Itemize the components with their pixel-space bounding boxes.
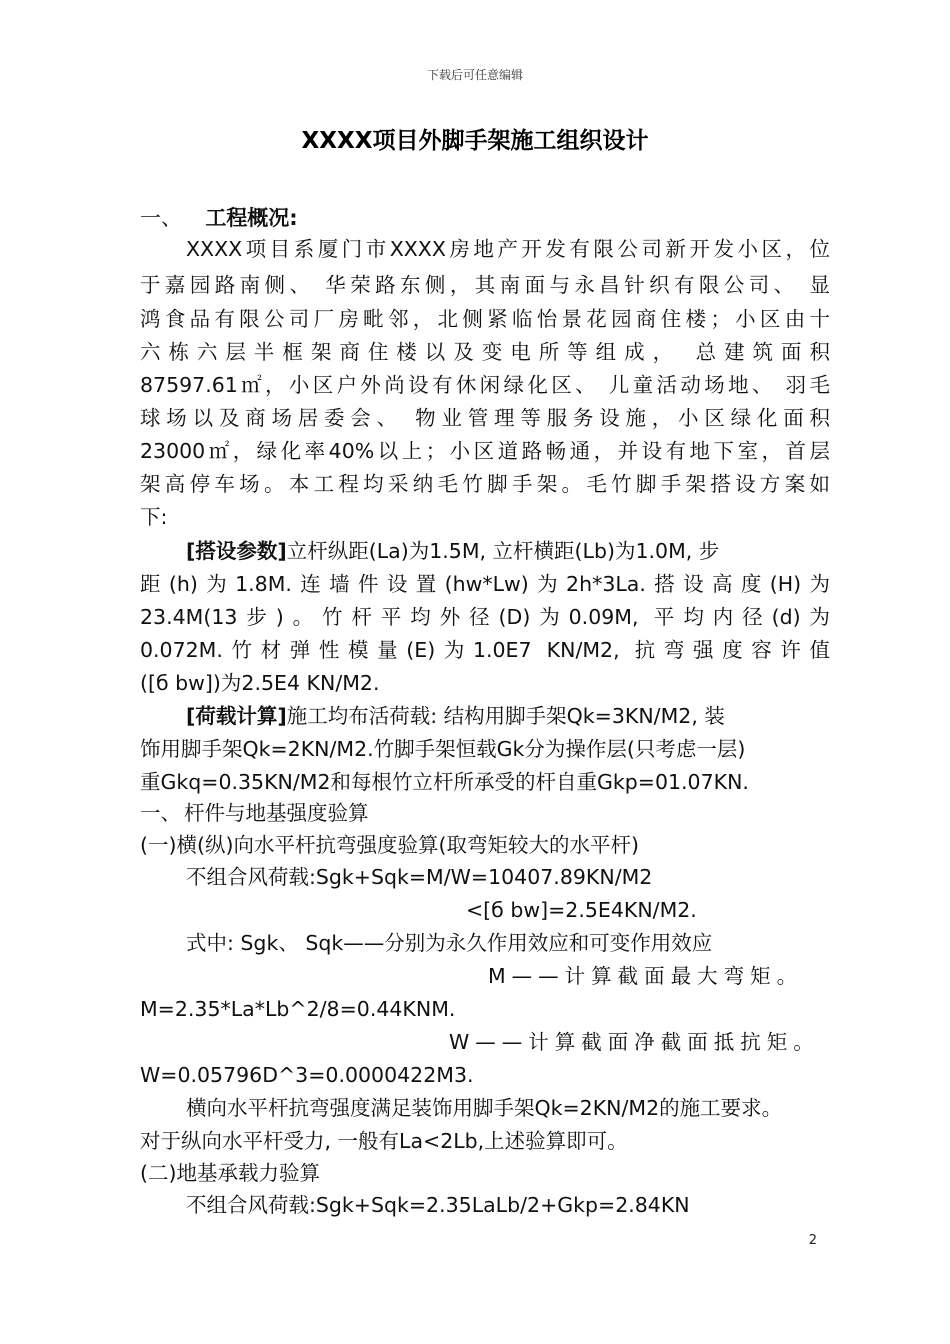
page-number: 2 <box>808 1233 817 1248</box>
paragraph-line: 23.4M(13步)。竹杆平均外径(D)为0.09M, 平均内径(d)为 <box>140 605 830 629</box>
definition-line: W——计算截面净截面抵抗矩。 <box>449 1030 820 1054</box>
loads-text: 施工均布活荷载: 结构用脚手架Qk=3KN/M2, 装 <box>286 704 725 728</box>
formula-line: M=2.35*La*Lb^2/8=0.44KNM. <box>140 997 456 1021</box>
formula-line: W=0.05796D^3=0.0000422M3. <box>140 1063 474 1087</box>
paragraph-line: 重Gkq=0.35KN/M2和每根竹立杆所承受的杆自重Gkp=01.07KN. <box>140 770 749 794</box>
section-title: 杆件与地基强度验算 <box>184 801 369 825</box>
formula-line: 不组合风荷载:Sgk+Sqk=2.35LaLb/2+Gkp=2.84KN <box>186 1193 690 1217</box>
paragraph-line: 87597.61㎡，小区户外尚设有休闲绿化区、 儿童活动场地、 羽毛 <box>140 373 830 397</box>
header-note: 下载后可任意编辑 <box>426 68 523 82</box>
paragraph-line: 0.072M.竹材弹性模量(E)为1.0E7 KN/M2, 抗弯强度容许值 <box>140 638 830 662</box>
paragraph-line: XXXX项目系厦门市XXXX房地产开发有限公司新开发小区，位 <box>186 237 830 261</box>
loads-first-line <box>186 701 830 731</box>
params-text: 立杆纵距(La)为1.5M, 立杆横距(Lb)为1.0M, 步 <box>286 539 720 563</box>
section-number: 一、 <box>140 206 182 230</box>
definition-line: 式中: Sgk、 Sqk——分别为永久作用效应和可变作用效应 <box>186 931 713 955</box>
definition-line: M——计算截面最大弯矩。 <box>488 964 804 988</box>
document-title: XXXX项目外脚手架施工组织设计 <box>301 128 649 154</box>
paragraph-line: 鸿食品有限公司厂房毗邻，北侧紧临怡景花园商住楼；小区由十 <box>140 307 830 331</box>
paragraph-line: 下: <box>140 505 168 529</box>
paragraph-line: 对于纵向水平杆受力, 一般有La<2Lb,上述验算即可。 <box>140 1129 628 1153</box>
section-heading-verification <box>140 798 830 828</box>
section-title: 工程概况: <box>205 206 298 230</box>
params-first-line <box>186 536 830 566</box>
subsection-heading: (二)地基承载力验算 <box>140 1161 320 1185</box>
paragraph-line: ([б bw])为2.5E4 KN/M2. <box>140 671 380 695</box>
paragraph-line: 距(h)为1.8M.连墙件设置(hw*Lw)为2h*3La.搭设高度(H)为 <box>140 572 830 596</box>
paragraph-line: 23000㎡，绿化率40%以上；小区道路畅通，并设有地下室，首层 <box>140 439 830 463</box>
paragraph-line: 横向水平杆抗弯强度满足装饰用脚手架Qk=2KN/M2的施工要求。 <box>186 1096 783 1120</box>
paragraph-line: 六栋六层半框架商住楼以及变电所等组成， 总建筑面积 <box>140 340 830 364</box>
section-heading-overview <box>140 203 830 233</box>
section-number: 一、 <box>140 801 181 825</box>
paragraph-line: 饰用脚手架Qk=2KN/M2.竹脚手架恒载Gk分为操作层(只考虑一层) <box>140 737 746 761</box>
params-label: [搭设参数] <box>186 539 287 563</box>
paragraph-line: 于嘉园路南侧、 华荣路东侧，其南面与永昌针织有限公司、 显 <box>140 273 830 297</box>
subsection-heading: (一)横(纵)向水平杆抗弯强度验算(取弯矩较大的水平杆) <box>140 833 639 857</box>
paragraph-line: 架高停车场。本工程均采纳毛竹脚手架。毛竹脚手架搭设方案如 <box>140 472 830 496</box>
paragraph-line: 球场以及商场居委会、 物业管理等服务设施，小区绿化面积 <box>140 406 830 430</box>
loads-label: [荷载计算] <box>186 704 287 728</box>
formula-limit: <[б bw]=2.5E4KN/M2. <box>466 898 697 922</box>
formula-line: 不组合风荷载:Sgk+Sqk=M/W=10407.89KN/M2 <box>186 865 653 889</box>
